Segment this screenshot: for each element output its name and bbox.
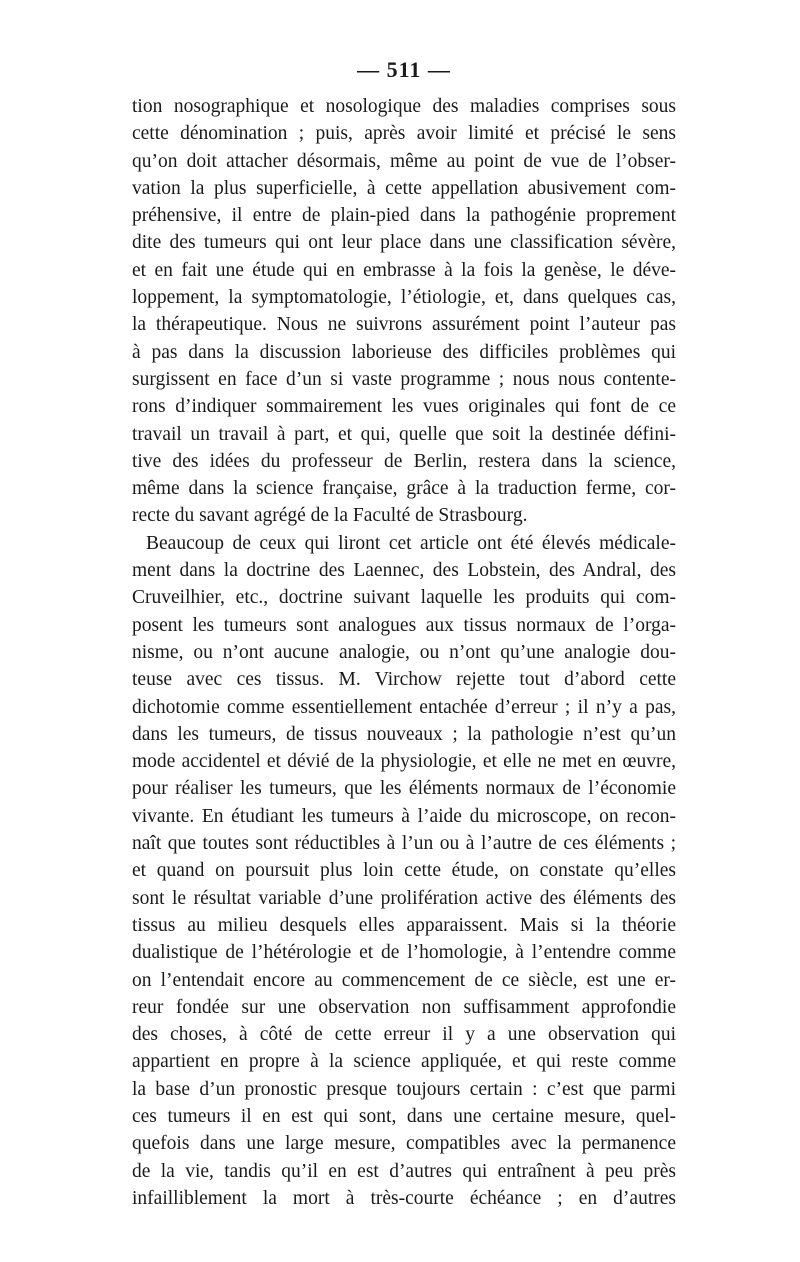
text-line: préhensive, il entre de plain-pied dans la pathogénie proprement — [132, 205, 676, 227]
text-line: loppement, la symptomatologie, l’étiologie, et, dans quelques cas, — [132, 287, 676, 309]
text-line: de la vie, tandis qu’il en est d’autres qui entraînent à peu près — [132, 1160, 676, 1182]
text-line: des choses, à côté de cette erreur il y a une observation qui — [132, 1024, 676, 1046]
text-line: reur fondée sur une observation non suffisamment approfondie — [132, 996, 676, 1018]
text-line: dite des tumeurs qui ont leur place dans une classification sévère, — [132, 232, 676, 254]
text-line: la thérapeutique. Nous ne suivrons assurément point l’auteur pas — [132, 314, 676, 336]
page-body — [132, 93, 676, 1212]
text-line: rons d’indiquer sommairement les vues originales qui font de ce — [132, 396, 676, 418]
text-line: mode accidentel et dévié de la physiologie, et elle ne met en œuvre, — [132, 751, 676, 773]
text-line: Cruveilhier, etc., doctrine suivant laquelle les produits qui com- — [132, 587, 676, 609]
text-line: qu’on doit attacher désormais, même au point de vue de l’obser- — [132, 150, 676, 172]
text-line: nisme, ou n’ont aucune analogie, ou n’ont qu’une analogie dou- — [132, 641, 676, 663]
text-line: pour réaliser les tumeurs, que les éléments normaux de l’économie — [132, 778, 676, 800]
text-line: la base d’un pronostic presque toujours certain : c’est que parmi — [132, 1078, 676, 1100]
text-line: tive des idées du professeur de Berlin, restera dans la science, — [132, 450, 676, 472]
text-line: Beaucoup de ceux qui liront cet article ont été élevés médicale- — [146, 532, 676, 554]
paragraph — [132, 93, 676, 530]
text-line: dans les tumeurs, de tissus nouveaux ; la pathologie n’est qu’un — [132, 723, 676, 745]
text-line: teuse avec ces tissus. M. Virchow rejette tout d’abord cette — [132, 669, 676, 691]
text-line: on l’entendait encore au commencement de ce siècle, est une er- — [132, 969, 676, 991]
text-line: à pas dans la discussion laborieuse des difficiles problèmes qui — [132, 341, 676, 363]
text-line: appartient en propre à la science appliquée, et qui reste comme — [132, 1051, 676, 1073]
page-number: — 511 — — [357, 57, 451, 82]
text-line: infailliblement la mort à très-courte échéance ; en d’autres — [132, 1187, 676, 1209]
text-line: recte du savant agrégé de la Faculté de Strasbourg. — [132, 505, 528, 527]
text-line: et quand on poursuit plus loin cette étude, on constate qu’elles — [132, 860, 676, 882]
text-line: travail un travail à part, et qui, quelle que soit la destinée défini- — [132, 423, 676, 445]
text-line: même dans la science française, grâce à la traduction ferme, cor- — [132, 478, 676, 500]
text-line: et en fait une étude qui en embrasse à la fois la genèse, le déve- — [132, 259, 676, 281]
text-line: ces tumeurs il en est qui sont, dans une certaine mesure, quel- — [132, 1105, 676, 1127]
text-line: posent les tumeurs sont analogues aux tissus normaux de l’orga- — [132, 614, 676, 636]
text-line: sont le résultat variable d’une prolifération active des éléments des — [132, 887, 676, 909]
text-line: cette dénomination ; puis, après avoir limité et précisé le sens — [132, 123, 676, 145]
text-line: ment dans la doctrine des Laennec, des Lobstein, des Andral, des — [132, 560, 676, 582]
text-line: quefois dans une large mesure, compatibles avec la permanence — [132, 1133, 676, 1155]
text-line: tissus au milieu desquels elles apparaissent. Mais si la théorie — [132, 914, 676, 936]
text-line: tion nosographique et nosologique des maladies comprises sous — [132, 96, 676, 117]
paragraph — [132, 530, 676, 1212]
text-line: surgissent en face d’un si vaste programme ; nous nous contente- — [132, 368, 676, 390]
book-page — [132, 55, 676, 1212]
text-line: naît que toutes sont réductibles à l’un ou à l’autre de ces éléments ; — [132, 833, 676, 855]
text-line: dualistique de l’hétérologie et de l’homologie, à l’entendre comme — [132, 942, 676, 964]
text-line: dichotomie comme essentiellement entachée d’erreur ; il n’y a pas, — [132, 696, 676, 718]
text-line: vivante. En étudiant les tumeurs à l’aide du microscope, on recon- — [132, 805, 676, 827]
text-line: vation la plus superficielle, à cette appellation abusivement com- — [132, 177, 676, 199]
